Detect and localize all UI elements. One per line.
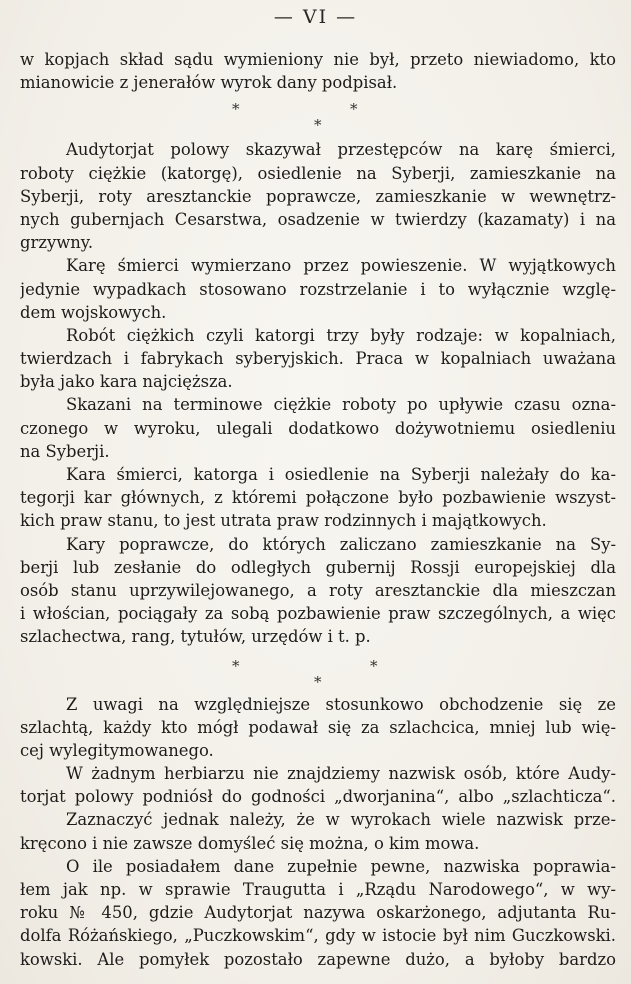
text-line: kich praw stanu, to jest utrata praw rodzinnych i majątkowych. — [20, 511, 547, 531]
text-line: Syberji, roty aresztanckie poprawcze, zamieszkanie w wewnętrz- — [20, 186, 616, 206]
paragraph — [20, 808, 616, 854]
section-separator — [20, 649, 616, 693]
text-line: twierdzach i fabrykach syberyjskich. Praca w kopalniach uważana — [20, 349, 616, 369]
text-line: Kara śmierci, katorga i osiedlenie na Syberji należały do ka- — [66, 465, 616, 484]
text-line: w kopjach skład sądu wymieniony nie był, przeto niewiadomo, kto — [20, 50, 616, 69]
text-line: berji lub zesłanie do odległych gubernij Rossji europejskiej dla — [20, 557, 616, 577]
text-line: torjat polowy podniósł do godności „dworjanina“, albo „szlachticza“. — [20, 787, 616, 807]
text-line: tegorji kar głównych, z któremi połączone było pozbawienie wszyst- — [20, 488, 616, 508]
text-line: Audytorjat polowy skazywał przestępców na karę śmierci, — [66, 140, 616, 160]
page-body — [20, 48, 616, 971]
text-line: Robót ciężkich czyli katorgi trzy były rodzaje: w kopalniach, — [66, 325, 616, 345]
text-line: czonego w wyroku, ulegali dodatkowo dożywotniemu osiedleniu — [20, 418, 616, 438]
text-line: dolfa Różańskiego, „Puczkowskim“, gdy w istocie był nim Guczkowski. — [20, 926, 616, 946]
paragraph — [20, 762, 616, 808]
separator-star: * — [350, 100, 358, 119]
text-line: nych gubernjach Cesarstwa, osadzenie w twierdzy (kazamaty) i na — [20, 209, 616, 229]
paragraph — [20, 138, 616, 254]
separator-star: * — [370, 656, 378, 675]
text-line: osób stanu uprzywilejowanego, a roty aresztanckie dla mieszczan — [20, 580, 616, 600]
text-line: i włościan, pociągały za sobą pozbawienie praw szczególnych, a więc — [20, 604, 616, 624]
text-line: szlachtą, każdy kto mógł podawał się za szlachcica, mniej lub wię- — [20, 717, 616, 737]
text-line: cej wylegitymowanego. — [20, 740, 214, 760]
text-line: O ile posiadałem dane zupełnie pewne, nazwiska poprawia- — [66, 856, 616, 876]
text-line: Karę śmierci wymierzano przez powieszenie. W wyjątkowych — [66, 256, 616, 276]
page-number: — VI — — [273, 6, 358, 28]
separator-star: * — [232, 100, 240, 119]
text-line: dem wojskowych. — [20, 302, 167, 322]
text-line: łem jak np. w sprawie Traugutta i „Rządu Narodowego“, w wy- — [20, 880, 616, 899]
text-line: W żadnym herbiarzu nie znajdziemy nazwisk osób, które Audy- — [66, 764, 616, 784]
paragraph — [20, 324, 616, 394]
text-line: Skazani na terminowe ciężkie roboty po upływie czasu ozna- — [66, 395, 616, 415]
paragraph — [20, 463, 616, 533]
text-line: jedynie wypadkach stosowano rozstrzelanie i to wyłącznie wzglę- — [20, 279, 616, 299]
text-line: grzywny. — [20, 233, 94, 253]
text-line: szlachectwa, rang, tytułów, urzędów i t. p. — [20, 627, 371, 647]
separator-star: * — [314, 672, 322, 691]
section-separator — [20, 94, 616, 138]
text-line: była jako kara najcięższa. — [20, 372, 233, 392]
text-line: roku № 450, gdzie Audytorjat nazywa oskarżonego, adjutanta Ru- — [20, 903, 616, 923]
text-line: mianowicie z jenerałów wyrok dany podpisał. — [20, 73, 398, 93]
text-line: roboty ciężkie (katorgę), osiedlenie na Syberji, zamieszkanie na — [20, 163, 616, 183]
paragraph — [20, 254, 616, 324]
text-line: Z uwagi na względniejsze stosunkowo obchodzenie się ze — [66, 694, 616, 714]
text-line: Kary poprawcze, do których zaliczano zamieszkanie na Sy- — [66, 534, 616, 554]
paragraph-continued — [20, 48, 616, 94]
paragraph — [20, 855, 616, 971]
separator-star: * — [232, 656, 240, 675]
paragraph — [20, 533, 616, 649]
paragraph — [20, 693, 616, 763]
text-line: kowski. Ale pomyłek pozostało zapewne dużo, a byłoby bardzo — [20, 949, 616, 969]
text-line: na Syberji. — [20, 441, 110, 461]
paragraph — [20, 393, 616, 463]
separator-star: * — [314, 116, 322, 135]
text-line: kręcono i nie zawsze domyśleć się można, o kim mowa. — [20, 833, 480, 853]
text-line: Zaznaczyć jednak należy, że w wyrokach wiele nazwisk prze- — [66, 810, 616, 830]
